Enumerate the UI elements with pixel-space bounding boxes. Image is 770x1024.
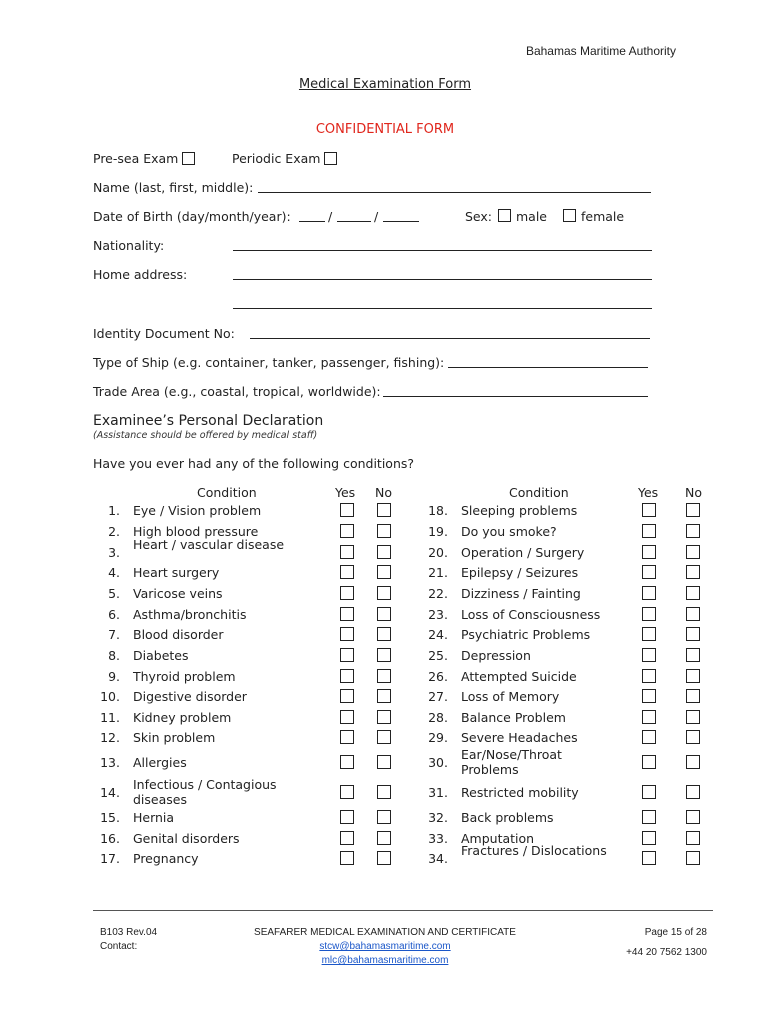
yes-checkbox[interactable] [642,627,656,641]
yes-checkbox[interactable] [642,545,656,559]
condition-label: Attempted Suicide [461,669,577,684]
condition-number: 5. [108,586,120,601]
yes-checkbox[interactable] [340,785,354,799]
yes-checkbox[interactable] [642,710,656,724]
no-checkbox[interactable] [377,607,391,621]
condition-number: 30. [428,755,448,770]
yes-checkbox[interactable] [340,755,354,769]
yes-header-right: Yes [638,485,659,500]
yes-checkbox[interactable] [340,669,354,683]
periodic-exam-checkbox[interactable] [324,152,337,165]
home-address-field-line2[interactable] [233,308,652,309]
no-checkbox[interactable] [377,730,391,744]
condition-label: Heart / vascular disease [133,537,285,552]
trade-area-label: Trade Area (e.g., coastal, tropical, worldwide): [93,384,381,399]
pre-sea-exam-checkbox[interactable] [182,152,195,165]
condition-label: Sleeping problems [461,503,578,518]
no-checkbox[interactable] [686,730,700,744]
no-checkbox[interactable] [377,669,391,683]
condition-label: Psychiatric Problems [461,627,591,642]
no-checkbox[interactable] [377,503,391,517]
female-checkbox[interactable] [563,209,576,222]
condition-number: 34. [428,851,448,866]
no-checkbox[interactable] [686,710,700,724]
no-checkbox[interactable] [377,831,391,845]
condition-label: Kidney problem [133,710,232,725]
no-checkbox[interactable] [377,810,391,824]
no-checkbox[interactable] [377,785,391,799]
no-header-left: No [375,485,392,500]
periodic-exam-option [232,151,337,166]
condition-label: Varicose veins [133,586,223,601]
dob-separator: / [374,209,379,224]
condition-label: Loss of Memory [461,689,560,704]
footer-divider [93,910,713,911]
no-checkbox[interactable] [686,607,700,621]
condition-number: 6. [108,607,120,622]
condition-number: 28. [428,710,448,725]
yes-checkbox[interactable] [340,586,354,600]
no-checkbox[interactable] [377,627,391,641]
condition-number: 9. [108,669,120,684]
sex-label: Sex: [465,209,493,224]
yes-checkbox[interactable] [642,586,656,600]
condition-label: Operation / Surgery [461,545,585,560]
condition-number: 10. [100,689,120,704]
form-title: Medical Examination Form [298,77,472,92]
condition-number: 24. [428,627,448,642]
condition-number: 21. [428,565,448,580]
condition-header-right: Condition [509,485,569,500]
yes-checkbox[interactable] [642,524,656,538]
condition-number: 27. [428,689,448,704]
no-checkbox[interactable] [686,785,700,799]
condition-number: 32. [428,810,448,825]
yes-checkbox[interactable] [642,730,656,744]
condition-label: Ear/Nose/Throat Problems [461,747,562,777]
pre-sea-exam-label: Pre-sea Exam [93,151,179,166]
dob-label: Date of Birth (day/month/year): [93,209,291,224]
no-checkbox[interactable] [377,648,391,662]
condition-header-left: Condition [197,485,257,500]
no-checkbox[interactable] [686,586,700,600]
condition-label: Digestive disorder [133,689,247,704]
no-checkbox[interactable] [686,565,700,579]
phone-number: +44 20 7562 1300 [626,947,707,958]
condition-number: 3. [108,545,120,560]
condition-number: 8. [108,648,120,663]
condition-number: 11. [100,710,120,725]
dob-month-field[interactable] [337,221,371,222]
declaration-title: Examinee’s Personal Declaration [93,413,324,429]
no-checkbox[interactable] [686,503,700,517]
condition-number: 14. [100,785,120,800]
condition-number: 13. [100,755,120,770]
male-checkbox[interactable] [498,209,511,222]
no-checkbox[interactable] [377,524,391,538]
yes-header-left: Yes [335,485,356,500]
contact-label: Contact: [100,941,138,952]
form-code: B103 Rev.04 [100,927,158,938]
condition-label: Depression [461,648,531,663]
no-checkbox[interactable] [377,586,391,600]
yes-checkbox[interactable] [642,785,656,799]
condition-number: 19. [428,524,448,539]
yes-checkbox[interactable] [340,710,354,724]
no-checkbox[interactable] [686,755,700,769]
condition-label: High blood pressure [133,524,259,539]
condition-number: 25. [428,648,448,663]
condition-label: Infectious / Contagious diseases [133,777,277,807]
name-label: Name (last, first, middle): [93,180,254,195]
yes-checkbox[interactable] [340,565,354,579]
yes-checkbox[interactable] [642,851,656,865]
no-checkbox[interactable] [377,689,391,703]
condition-label: Amputation [461,831,535,846]
yes-checkbox[interactable] [340,607,354,621]
condition-label: Eye / Vision problem [133,503,262,518]
no-checkbox[interactable] [377,545,391,559]
yes-checkbox[interactable] [642,810,656,824]
no-checkbox[interactable] [686,669,700,683]
condition-label: Fractures / Dislocations [461,843,607,858]
conditions-question: Have you ever had any of the following conditions? [93,456,415,471]
no-header-right: No [685,485,702,500]
condition-label: Thyroid problem [133,669,236,684]
home-address-label: Home address: [93,267,188,282]
condition-number: 7. [108,627,120,642]
no-checkbox[interactable] [377,851,391,865]
female-label: female [581,209,625,224]
no-checkbox[interactable] [686,810,700,824]
yes-checkbox[interactable] [340,851,354,865]
condition-label: Dizziness / Fainting [461,586,581,601]
condition-number: 31. [428,785,448,800]
nationality-field[interactable] [233,250,652,251]
condition-number: 4. [108,565,120,580]
yes-checkbox[interactable] [340,648,354,662]
dob-day-field[interactable] [299,221,325,222]
condition-label: Asthma/bronchitis [133,607,247,622]
yes-checkbox[interactable] [340,689,354,703]
no-checkbox[interactable] [686,545,700,559]
periodic-exam-label: Periodic Exam [232,151,321,166]
yes-checkbox[interactable] [340,831,354,845]
condition-number: 26. [428,669,448,684]
footer-title: SEAFARER MEDICAL EXAMINATION AND CERTIFICATE [254,927,516,938]
yes-checkbox[interactable] [340,545,354,559]
condition-number: 18. [428,503,448,518]
dob-year-field[interactable] [383,221,419,222]
condition-number: 33. [428,831,448,846]
confidential-label: CONFIDENTIAL FORM [315,122,455,137]
yes-checkbox[interactable] [642,565,656,579]
yes-checkbox[interactable] [642,669,656,683]
no-checkbox[interactable] [377,755,391,769]
condition-number: 22. [428,586,448,601]
condition-label: Epilepsy / Seizures [461,565,579,580]
condition-label: Heart surgery [133,565,220,580]
ship-type-label: Type of Ship (e.g. container, tanker, passenger, fishing): [93,355,445,370]
pre-sea-exam-option [93,151,195,166]
nationality-label: Nationality: [93,238,165,253]
condition-number: 2. [108,524,120,539]
dob-separator: / [328,209,333,224]
yes-checkbox[interactable] [642,648,656,662]
condition-number: 29. [428,730,448,745]
identity-document-label: Identity Document No: [93,326,235,341]
no-checkbox[interactable] [686,524,700,538]
condition-number: 16. [100,831,120,846]
home-address-field-line1[interactable] [233,279,652,280]
page-number: Page 15 of 28 [644,927,707,938]
yes-checkbox[interactable] [340,503,354,517]
declaration-note: (Assistance should be offered by medical staff) [93,430,318,441]
trade-area-field[interactable] [383,396,648,397]
yes-checkbox[interactable] [340,627,354,641]
no-checkbox[interactable] [686,689,700,703]
male-label: male [516,209,547,224]
condition-label: Blood disorder [133,627,224,642]
condition-label: Restricted mobility [461,785,579,800]
condition-label: Skin problem [133,730,216,745]
condition-number: 23. [428,607,448,622]
condition-number: 15. [100,810,120,825]
condition-label: Pregnancy [133,851,199,866]
no-checkbox[interactable] [377,710,391,724]
organization-name: Bahamas Maritime Authority [525,44,676,58]
condition-label: Diabetes [133,648,189,663]
yes-checkbox[interactable] [340,810,354,824]
condition-label: Hernia [133,810,175,825]
yes-checkbox[interactable] [642,831,656,845]
email-link-stcw[interactable]: stcw@bahamasmaritime.com [319,941,451,952]
condition-number: 12. [100,730,120,745]
no-checkbox[interactable] [686,648,700,662]
condition-label: Balance Problem [461,710,566,725]
yes-checkbox[interactable] [642,503,656,517]
yes-checkbox[interactable] [642,755,656,769]
no-checkbox[interactable] [377,565,391,579]
condition-label: Severe Headaches [461,730,578,745]
condition-label: Loss of Consciousness [461,607,601,622]
email-link-mlc[interactable]: mlc@bahamasmaritime.com [321,955,449,966]
condition-number: 20. [428,545,448,560]
condition-label: Allergies [133,755,187,770]
yes-checkbox[interactable] [340,524,354,538]
no-checkbox[interactable] [686,627,700,641]
yes-checkbox[interactable] [642,689,656,703]
condition-label: Back problems [461,810,554,825]
condition-label: Genital disorders [133,831,240,846]
condition-label: Do you smoke? [461,524,557,539]
no-checkbox[interactable] [686,831,700,845]
no-checkbox[interactable] [686,851,700,865]
condition-number: 17. [100,851,120,866]
name-field[interactable] [258,192,651,193]
condition-number: 1. [108,503,120,518]
identity-document-field[interactable] [250,338,650,339]
yes-checkbox[interactable] [340,730,354,744]
ship-type-field[interactable] [448,367,648,368]
yes-checkbox[interactable] [642,607,656,621]
